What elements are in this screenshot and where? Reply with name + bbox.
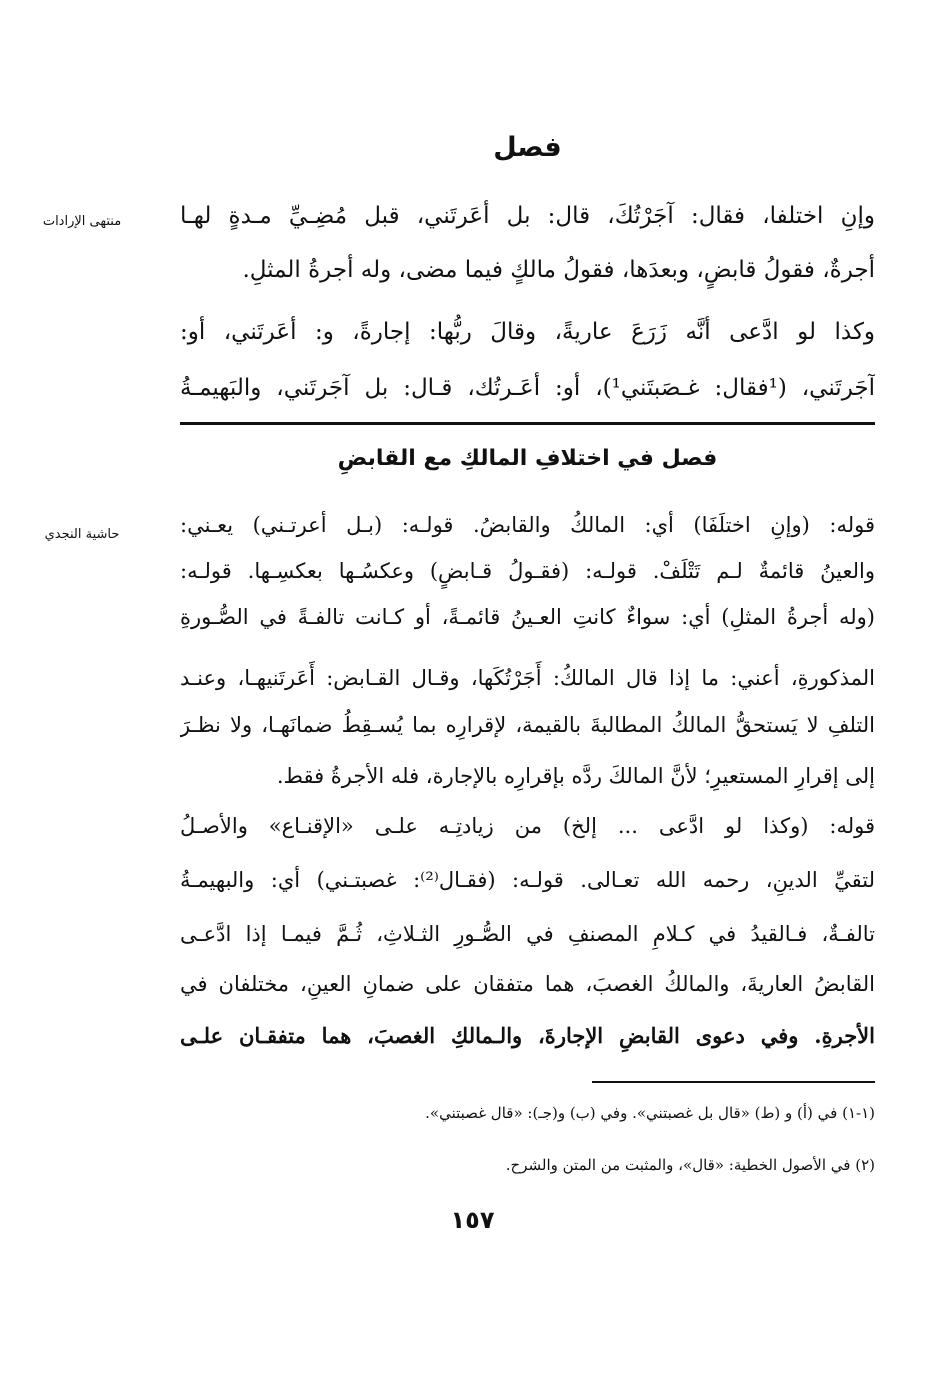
sharh-title: فصل في اختلافِ المالكِ مع القابضِ	[337, 446, 718, 471]
footnote: (١-١) في (أ) و (ط) «قال بل غصبتني». وفي (ب) و(جـ): «قال غصبتني».	[425, 1104, 875, 1122]
matn-side-label: منتهى الإرادات	[42, 214, 122, 229]
page-number: ١٥٧	[450, 1206, 495, 1234]
matn-line: أجرةٌ، فقولُ قابضٍ، وبعدَها، فقولُ مالكٍ فيما مضى، وله أجرةُ المثلِ.	[242, 257, 875, 283]
sharh-line: المذكورةِ، أعني: ما إذا قال المالكُ: أَجَرْتُكَها، وقـال القـابض: أَعَرتَنيهـا، وعنـد	[180, 666, 875, 690]
sharh-line: تالفـةٌ، فـالقيدُ في كـلامِ المصنفِ في الصُّـورِ الثـلاثِ، ثُـمَّ فيمـا إذا ادَّعـى	[180, 922, 875, 946]
sharh-line: التلفِ لا يَستحقُّ المالكُ المطالبةَ بالقيمة، لإقرارِه بما يُسـقِطُ ضمانَهـا، ولا نظـرَ	[180, 713, 875, 737]
sharh-line: قوله: (وكذا لو ادَّعى ... إلخ) من زيادتِـه علـى «الإقنـاع» والأصـلُ	[180, 814, 875, 838]
footnote-divider	[592, 1081, 875, 1083]
sharh-side-label: حاشية النجدي	[44, 527, 120, 542]
footnote: (٢) في الأصول الخطية: «قال»، والمثبت من المتن والشرح.	[505, 1156, 875, 1174]
matn-line: آجَرتَني، (¹فقال: غـصَبتَني¹)، أو: أعَـرتُك، قـال: بل آجَرتَني، والبَهيمـةُ	[180, 375, 875, 401]
sharh-line: والعينُ قائمةٌ لـم تَتْلَفْ. قولـه: (فقـولُ قـابضٍ) وعكسُـها بعكسِـها. قولـه:	[180, 559, 875, 583]
matn-title: فصل	[493, 132, 562, 163]
section-divider	[180, 422, 875, 425]
sharh-line: (وله أجرةُ المثلِ) أي: سواءٌ كانتِ العـينُ قائمـةً، أو كـانت تالفـةً في الصُّـورةِ	[180, 605, 875, 629]
sharh-line: القابضُ العاريةَ، والمالكُ الغصبَ، هما متفقان على ضمانِ العينِ، مختلفان في	[180, 972, 875, 996]
sharh-line: إلى إقرارِ المستعيرِ؛ لأنَّ المالكَ ردَّه بإقرارِه بالإجارة، فله الأجرةُ فقط.	[276, 764, 875, 788]
sharh-line: الأجرةِ. وفي دعوى القابضِ الإجارةَ، والـمالكِ الغصبَ، هما متفقـان علـى	[180, 1023, 875, 1048]
matn-line: وكذا لو ادَّعى أنَّه زَرَعَ عاريةً، وقالَ ربُّها: إجارةً، و: أعَرتَني، أو:	[180, 319, 875, 345]
sharh-line: قوله: (وإنِ اختلَفَا) أي: المالكُ والقابضُ. قولـه: (بـل أعرتـني) يعـني:	[180, 513, 875, 537]
matn-line: وإنِ اختلفا، فقال: آجَرْتُكَ، قال: بل أعَرتَني، قبل مُضِـيِّ مـدةٍ لهـا	[180, 203, 875, 229]
sharh-line: لتقيِّ الدينِ، رحمه الله تعـالى. قولـه: (فقـال⁽²⁾: غصبتـني) أي: والبهيمـةُ	[180, 868, 875, 892]
